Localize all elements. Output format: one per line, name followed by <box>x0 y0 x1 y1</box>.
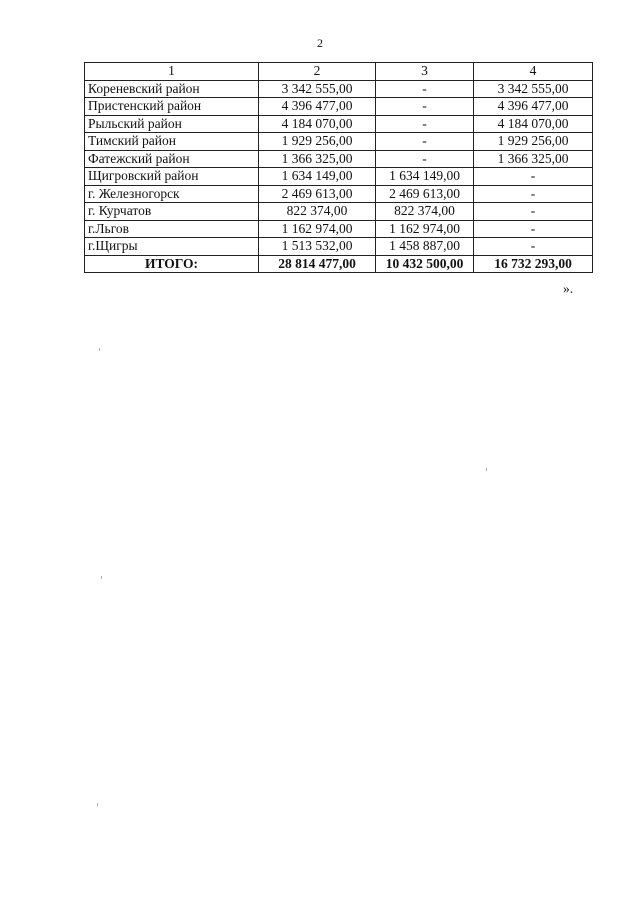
table-body <box>85 80 593 255</box>
amount-cell: 822 374,00 <box>259 203 376 221</box>
scan-speck <box>486 468 487 471</box>
amount-cell: - <box>474 168 593 186</box>
amount-cell: - <box>474 203 593 221</box>
amount-cell: 2 469 613,00 <box>259 185 376 203</box>
table-row <box>85 80 593 98</box>
amount-cell: 1 929 256,00 <box>474 133 593 151</box>
amount-cell: 4 396 477,00 <box>259 98 376 116</box>
amount-cell: 822 374,00 <box>376 203 474 221</box>
total-cell: 10 432 500,00 <box>376 255 474 273</box>
scan-speck <box>99 348 100 351</box>
table-row <box>85 115 593 133</box>
amount-cell: - <box>474 238 593 256</box>
table-row <box>85 203 593 221</box>
amount-cell: 1 366 325,00 <box>259 150 376 168</box>
total-row <box>85 255 593 273</box>
total-cell: 28 814 477,00 <box>259 255 376 273</box>
column-header: 3 <box>376 63 474 81</box>
amount-cell: 4 396 477,00 <box>474 98 593 116</box>
amount-cell: 4 184 070,00 <box>474 115 593 133</box>
territory-name-cell: г. Железногорск <box>85 185 259 203</box>
amount-cell: 1 162 974,00 <box>259 220 376 238</box>
territory-name-cell: г.Щигры <box>85 238 259 256</box>
amount-cell: 2 469 613,00 <box>376 185 474 203</box>
table-row <box>85 168 593 186</box>
amount-cell: - <box>376 133 474 151</box>
table-row <box>85 238 593 256</box>
territory-name-cell: Кореневский район <box>85 80 259 98</box>
amount-cell: 3 342 555,00 <box>474 80 593 98</box>
territory-name-cell: Тимский район <box>85 133 259 151</box>
column-header: 2 <box>259 63 376 81</box>
territory-name-cell: Рыльский район <box>85 115 259 133</box>
total-label: ИТОГО: <box>85 255 259 273</box>
table-row <box>85 220 593 238</box>
amount-cell: 1 458 887,00 <box>376 238 474 256</box>
allocation-table <box>84 62 593 273</box>
column-header: 4 <box>474 63 593 81</box>
amount-cell: - <box>376 115 474 133</box>
scan-speck <box>97 803 98 806</box>
table-row <box>85 185 593 203</box>
table-row <box>85 133 593 151</box>
amount-cell: 1 634 149,00 <box>259 168 376 186</box>
amount-cell: 1 929 256,00 <box>259 133 376 151</box>
table-row <box>85 150 593 168</box>
amount-cell: 3 342 555,00 <box>259 80 376 98</box>
header-row <box>85 63 593 81</box>
total-cell: 16 732 293,00 <box>474 255 593 273</box>
amount-cell: 1 634 149,00 <box>376 168 474 186</box>
column-header: 1 <box>85 63 259 81</box>
table-row <box>85 98 593 116</box>
amount-cell: - <box>474 220 593 238</box>
amount-cell: 1 513 532,00 <box>259 238 376 256</box>
amount-cell: - <box>376 80 474 98</box>
territory-name-cell: Пристенский район <box>85 98 259 116</box>
scan-speck <box>101 576 102 579</box>
territory-name-cell: г. Курчатов <box>85 203 259 221</box>
amount-cell: 1 366 325,00 <box>474 150 593 168</box>
territory-name-cell: г.Льгов <box>85 220 259 238</box>
amount-cell: - <box>376 98 474 116</box>
amount-cell: 4 184 070,00 <box>259 115 376 133</box>
closing-quote: ». <box>563 281 574 296</box>
page-number: 2 <box>317 36 323 50</box>
amount-cell: - <box>474 185 593 203</box>
territory-name-cell: Фатежский район <box>85 150 259 168</box>
territory-name-cell: Щигровский район <box>85 168 259 186</box>
amount-cell: - <box>376 150 474 168</box>
amount-cell: 1 162 974,00 <box>376 220 474 238</box>
